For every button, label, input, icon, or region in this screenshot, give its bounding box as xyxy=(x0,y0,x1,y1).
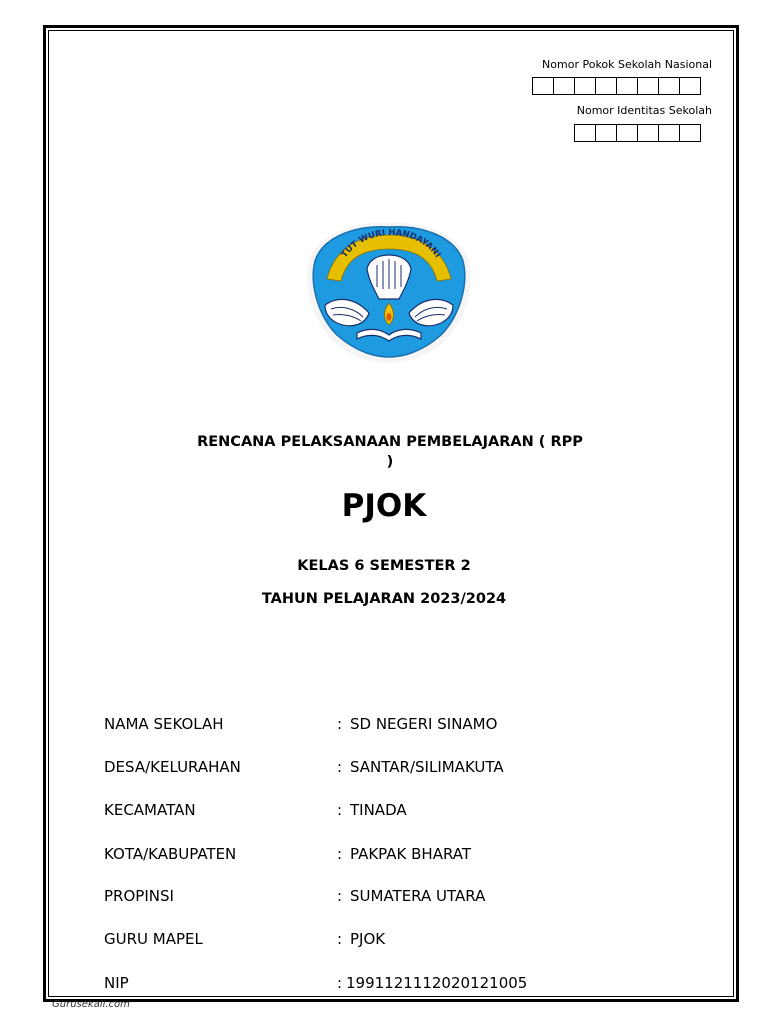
npsn-box xyxy=(595,77,617,95)
info-value: 199112111202012100‌5 xyxy=(346,974,528,992)
info-row-guru-mapel xyxy=(104,930,664,952)
info-label: KECAMATAN xyxy=(104,801,196,819)
npsn-box xyxy=(532,77,554,95)
subject-title: PJOK xyxy=(341,488,427,524)
info-colon: : xyxy=(337,845,343,863)
info-label: DESA/KELURAHAN xyxy=(104,758,241,776)
nis-label: Nomor Identitas Sekolah xyxy=(576,104,712,117)
document-title-line-2: ) xyxy=(386,454,394,470)
npsn-box xyxy=(616,77,638,95)
info-colon: : xyxy=(337,801,343,819)
info-row-nama-sekolah xyxy=(104,715,664,737)
nis-box xyxy=(574,124,596,142)
nis-boxes xyxy=(575,124,701,142)
info-colon: : xyxy=(337,930,343,948)
npsn-boxes xyxy=(533,77,701,95)
logo-motto: TUT WURI HANDAYANI xyxy=(339,227,443,260)
npsn-box xyxy=(679,77,701,95)
info-row-desa-kelurahan xyxy=(104,758,664,780)
npsn-label: Nomor Pokok Sekolah Nasional xyxy=(542,58,712,71)
document-title-line-1: RENCANA PELAKSANAAN PEMBELAJARAN ( RPP xyxy=(197,434,583,450)
class-semester: KELAS 6 SEMESTER 2 xyxy=(297,558,471,574)
npsn-box xyxy=(574,77,596,95)
info-row-propinsi xyxy=(104,887,664,909)
info-colon: : xyxy=(337,758,343,776)
info-value: SANTAR/SILIMAKUTA xyxy=(350,758,504,776)
tut-wuri-handayani-logo xyxy=(305,217,473,363)
info-label: GURU MAPEL xyxy=(104,930,203,948)
info-colon: : xyxy=(337,887,343,905)
npsn-box xyxy=(658,77,680,95)
info-value: SUMATERA UTARA xyxy=(350,887,486,905)
footer-watermark: Gurusekali.com xyxy=(52,999,130,1010)
nis-box xyxy=(616,124,638,142)
info-row-kecamatan xyxy=(104,801,664,823)
academic-year: TAHUN PELAJARAN 2023/2024 xyxy=(261,591,507,607)
info-label: NIP xyxy=(104,974,129,992)
info-label: PROPINSI xyxy=(104,887,174,905)
info-value: PAKPAK BHARAT xyxy=(350,845,472,863)
info-row-nip xyxy=(104,974,664,996)
info-value: SD NEGERI SINAMO xyxy=(350,715,498,733)
info-label: NAMA SEKOLAH xyxy=(104,715,224,733)
info-label: KOTA/KABUPATEN xyxy=(104,845,237,863)
info-value: TINADA xyxy=(350,801,407,819)
info-colon: : xyxy=(337,715,343,733)
info-colon: : xyxy=(337,974,343,992)
npsn-box xyxy=(553,77,575,95)
nis-box xyxy=(595,124,617,142)
nis-box xyxy=(658,124,680,142)
document-title xyxy=(180,432,600,472)
npsn-box xyxy=(637,77,659,95)
nis-box xyxy=(679,124,701,142)
info-value: PJOK xyxy=(350,930,386,948)
nis-box xyxy=(637,124,659,142)
info-row-kota-kabupaten xyxy=(104,845,664,867)
